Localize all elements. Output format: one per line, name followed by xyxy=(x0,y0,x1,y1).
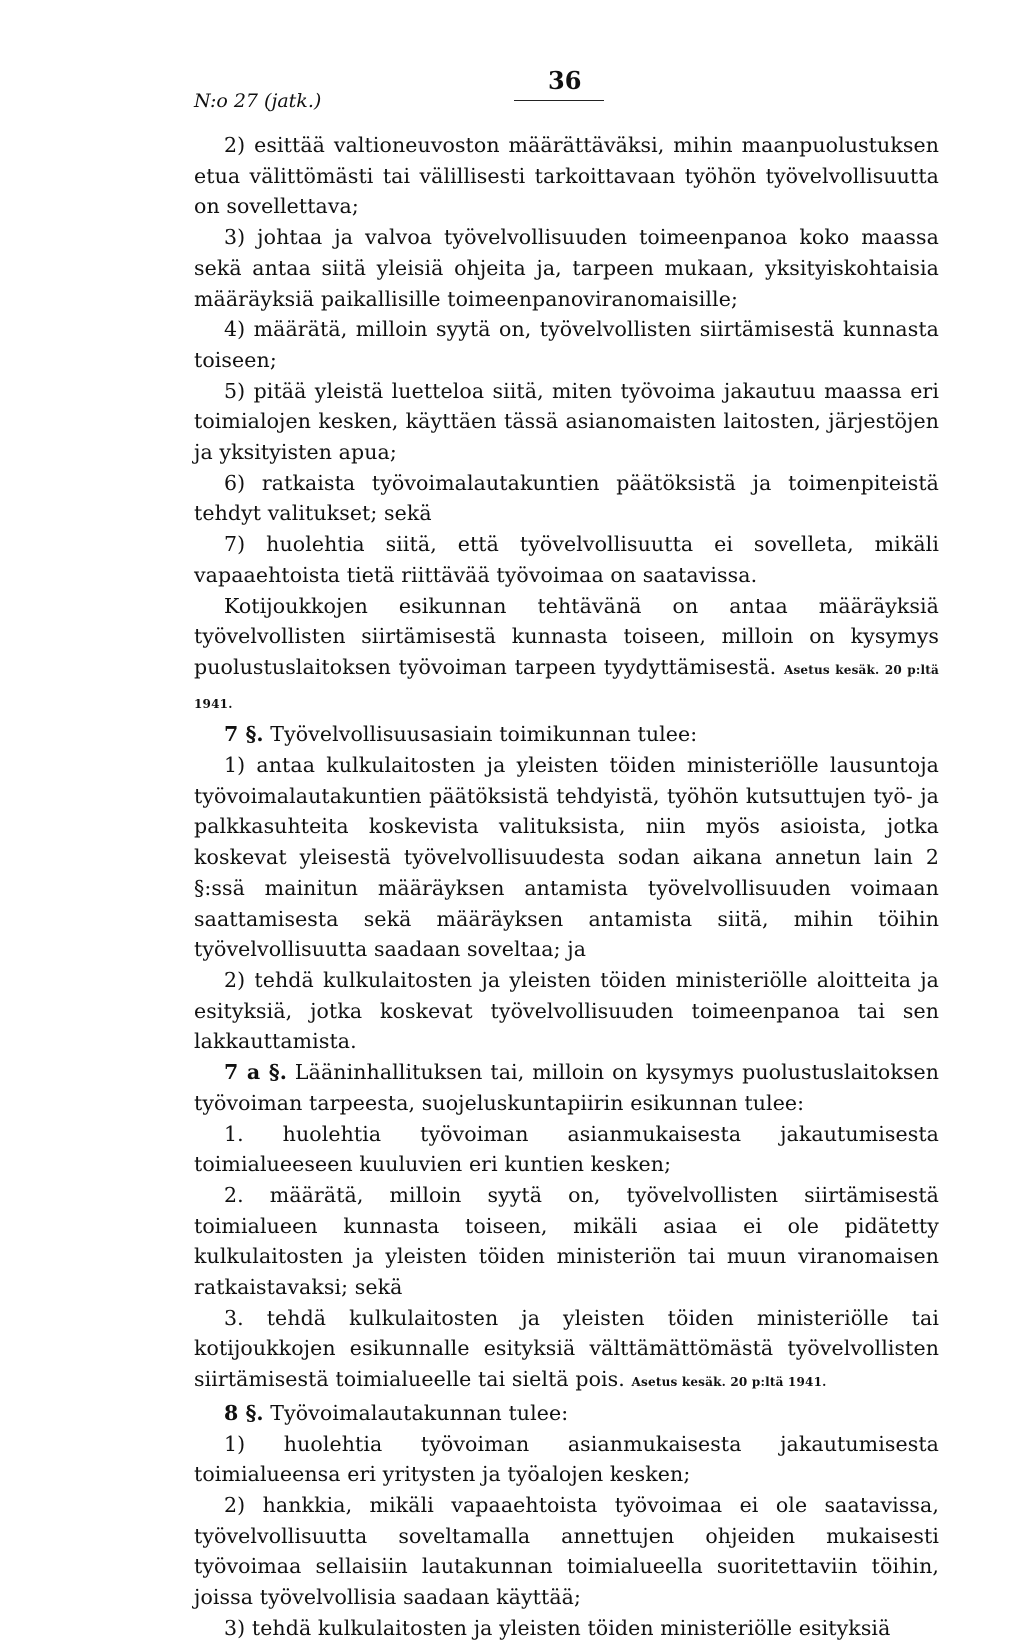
paragraph-text: 1) huolehtia työvoiman asianmukaisesta jakautumisesta toimialueensa eri yritysten ja työalojen kesken; xyxy=(194,1431,939,1487)
page-header xyxy=(194,60,939,116)
paragraph-text: 2. määrätä, milloin syytä on, työvelvollisten siirtämisestä toimialueen kunnasta toiseen, mikäli asiaa ei ole pidätetty kulkulaitosten ja yleisten töiden ministeriön tai muun viranomaisen ratkaistavaksi; sekä xyxy=(194,1182,939,1300)
paragraph xyxy=(194,591,939,720)
paragraph xyxy=(194,1180,939,1303)
paragraph-text: Lääninhallituksen tai, milloin on kysymys puolustuslaitoksen työvoiman tarpeesta, suojeluskuntapiirin esikunnan tulee: xyxy=(194,1060,940,1115)
paragraph xyxy=(194,1303,939,1398)
paragraph xyxy=(194,529,939,590)
paragraph-text: 2) tehdä kulkulaitosten ja yleisten töiden ministeriölle aloitteita ja esityksiä, jotka koskevat työvelvollisuuden toimeenpanoa tai sen lakkauttamista. xyxy=(194,967,939,1054)
paragraph xyxy=(194,130,939,222)
paragraph xyxy=(194,750,939,965)
header-rule xyxy=(514,100,604,101)
paragraph-text: 3) tehdä kulkulaitosten ja yleisten töiden ministeriölle esityksiä xyxy=(224,1615,891,1640)
paragraph-text: Työvoimalautakunnan tulee: xyxy=(270,1400,569,1425)
paragraph-text: 5) pitää yleistä luetteloa siitä, miten työvoima jakautuu maassa eri toimialojen kesken, käyttäen tässä asianomaisten laitosten, järjestöjen ja yksityisten apua; xyxy=(194,378,939,465)
paragraph xyxy=(194,719,939,750)
paragraph-text: 1) antaa kulkulaitosten ja yleisten töiden ministeriölle lausuntoja työvoimalautakuntien päätöksistä tehdyistä, työhön kutsuttujen työ- ja palkkasuhteita koskevista valituksista, niin myös asioista, jotka koskevat yleisestä työvelvollisuudesta sodan aikana annetun lain 2 §:ssä mainitun määräyksen antamista työvelvollisuuden voimaan saattamisesta sekä määräyksen antamista siitä, mihin töihin työvelvollisuutta saadaan soveltaa; ja xyxy=(194,753,939,962)
document-body xyxy=(194,130,939,1643)
paragraph xyxy=(194,314,939,375)
paragraph xyxy=(194,1398,939,1429)
section-number: 7 a §. xyxy=(224,1060,287,1085)
document-page xyxy=(194,60,939,1643)
paragraph xyxy=(194,222,939,314)
paragraph xyxy=(194,468,939,529)
paragraph-text: Työvelvollisuusasiain toimikunnan tulee: xyxy=(270,722,698,747)
paragraph-text: Kotijoukkojen esikunnan tehtävänä on antaa määräyksiä työvelvollisten siirtämisestä kunnasta toiseen, milloin on kysymys puolustuslaitoksen työvoiman tarpeen tyydyttämisestä. xyxy=(194,593,939,679)
paragraph xyxy=(194,965,939,1057)
paragraph-text: 3. tehdä kulkulaitosten ja yleisten töiden ministeriölle tai kotijoukkojen esikunnalle esityksiä välttämättömästä työvelvollisten siirtämisestä toimialueelle tai sieltä pois. xyxy=(194,1305,939,1392)
paragraph-text: 3) johtaa ja valvoa työvelvollisuuden toimeenpanoa koko maassa sekä antaa siitä yleisiä ohjeita ja, tarpeen mukaan, yksityiskohtaisia määräyksiä paikallisille toimeenpanoviranomaisille; xyxy=(194,225,939,311)
paragraph-text: 6) ratkaista työvoimalautakuntien päätöksistä ja toimenpiteistä tehdyt valitukset; sekä xyxy=(194,470,939,526)
running-head: N:o 27 (jatk.) xyxy=(194,90,322,112)
paragraph xyxy=(194,1613,939,1643)
paragraph-text: 7) huolehtia siitä, että työvelvollisuutta ei sovelleta, mikäli vapaaehtoista tietä riittävää työvoimaa on saatavissa. xyxy=(194,532,939,587)
paragraph-text: 2) esittää valtioneuvoston määrättäväksi, mihin maanpuolustuksen etua välittömästi tai välillisesti tarkoittavaan työhön työvelvollisuutta on sovellettava; xyxy=(194,133,939,219)
statute-reference: Asetus kesäk. 20 p:ltä 1941. xyxy=(631,1375,827,1390)
section-number: 7 §. xyxy=(224,722,264,747)
paragraph xyxy=(194,376,939,468)
paragraph xyxy=(194,1119,939,1180)
paragraph xyxy=(194,1490,939,1613)
statute-reference: Asetus kesäk. 20 p:ltä 1941. xyxy=(194,662,940,711)
section-number: 8 §. xyxy=(224,1400,264,1425)
paragraph-text: 4) määrätä, milloin syytä on, työvelvollisten siirtämisestä kunnasta toiseen; xyxy=(194,317,939,372)
paragraph-text: 2) hankkia, mikäli vapaaehtoista työvoimaa ei ole saatavissa, työvelvollisuutta soveltamalla annettujen ohjeiden mukaisesti työvoimaa sellaisiin lautakunnan toimialueella suoritettaviin töihin, joissa työvelvollisia saadaan käyttää; xyxy=(194,1492,939,1610)
paragraph-text: 1. huolehtia työvoiman asianmukaisesta jakautumisesta toimialueeseen kuuluvien eri kuntien kesken; xyxy=(194,1121,939,1177)
page-number: 36 xyxy=(548,66,582,95)
paragraph xyxy=(194,1057,939,1118)
paragraph xyxy=(194,1429,939,1490)
